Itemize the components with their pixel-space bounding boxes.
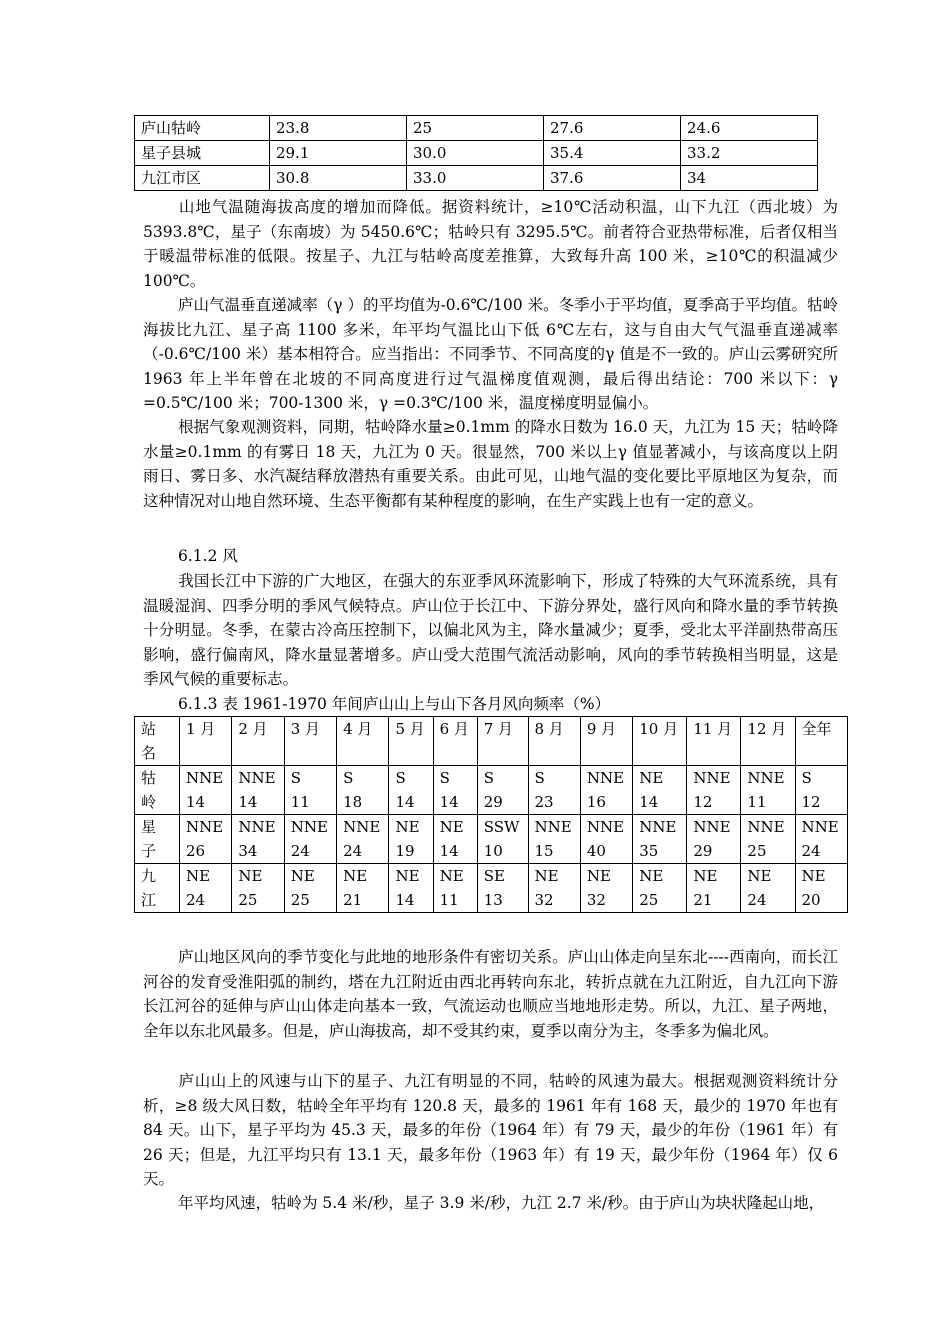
wind-frequency: 19 (395, 842, 415, 860)
wind-frequency: 20 (801, 891, 821, 909)
wind-frequency: 12 (801, 793, 821, 811)
paragraph-lapse-rate: 庐山气温垂直递减率（γ ）的平均值为-0.6℃/100 米。冬季小于平均值，夏季高于平均值。牯岭海拔比九江、星子高 1100 多米，年平均气温比山下低 6℃左右，这与自由大气气温垂直递减率（-0.6℃/100 米）基本相符合。应当指出：不同季节、不同高度的γ 值是不一致的。庐山云雾研究所 1963 年上半年曾在北坡的不同高度进行过气温梯度值观测，最后得出结论：700 米以下：γ =0.5℃/100 米；700-1300 米，γ =0.3℃/100 米，温度梯度明显偏小。 (143, 296, 838, 412)
value-cell: 27.6 (544, 116, 681, 141)
month-header-cell (477, 717, 528, 766)
value-cell: 23.8 (270, 116, 407, 141)
value-cell: 33.2 (681, 141, 818, 166)
paragraph-wind-speed: 年平均风速，牯岭为 5.4 米/秒，星子 3.9 米/秒，九江 2.7 米/秒。由于庐山为块状隆起山地， (178, 1194, 825, 1212)
wind-frequency: 40 (586, 842, 606, 860)
value-cell: 24.6 (681, 116, 818, 141)
month-label: 9 月 (586, 720, 617, 738)
wind-direction: S (395, 769, 406, 787)
wind-frequency: 14 (639, 793, 659, 811)
wind-cell (232, 766, 284, 815)
wind-frequency: 24 (801, 842, 821, 860)
wind-frequency: 14 (238, 793, 258, 811)
station-char: 牯 (141, 769, 157, 787)
wind-frequency: 14 (186, 793, 206, 811)
wind-frequency: 32 (586, 891, 606, 909)
wind-frequency: 14 (395, 793, 415, 811)
wind-direction: NNE (186, 818, 224, 836)
wind-direction: NNE (290, 818, 328, 836)
wind-cell (580, 766, 632, 815)
value-cell: 25 (407, 116, 544, 141)
station-char: 子 (141, 842, 157, 860)
table-header-row (135, 717, 848, 766)
wind-direction: NNE (238, 818, 276, 836)
wind-frequency: 11 (747, 793, 767, 811)
wind-frequency: 21 (343, 891, 363, 909)
station-cell (135, 766, 180, 815)
wind-direction: NE (395, 818, 420, 836)
table-row (135, 815, 848, 864)
table-caption: 6.1.3 表 1961-1970 年间庐山山上与山下各月风向频率（%） (178, 695, 611, 713)
wind-direction: NE (639, 769, 664, 787)
wind-cell (284, 864, 336, 913)
wind-frequency: 14 (439, 793, 459, 811)
wind-direction: NNE (238, 769, 276, 787)
month-label: 3 月 (290, 720, 321, 738)
header-char: 站 (141, 720, 157, 738)
wind-direction: NE (238, 867, 263, 885)
wind-cell (528, 815, 580, 864)
wind-direction: NNE (586, 769, 625, 787)
table-row (135, 766, 848, 815)
wind-direction: NE (343, 867, 368, 885)
temperature-table (134, 115, 818, 191)
month-header-cell (741, 717, 795, 766)
wind-direction: S (483, 769, 494, 787)
wind-direction: NNE (693, 818, 731, 836)
header-char: 名 (141, 744, 157, 762)
wind-direction: NNE (693, 769, 731, 787)
wind-frequency: 24 (343, 842, 363, 860)
station-header-cell (135, 717, 180, 766)
month-header-cell (180, 717, 232, 766)
wind-cell (389, 815, 433, 864)
wind-direction: NNE (801, 818, 839, 836)
wind-frequency: 11 (290, 793, 310, 811)
wind-cell (477, 815, 528, 864)
station-char: 岭 (141, 793, 157, 811)
wind-direction: NNE (534, 818, 572, 836)
month-label: 6 月 (439, 720, 469, 738)
month-label: 1 月 (186, 720, 216, 738)
table-row (135, 166, 818, 191)
month-header-cell (795, 717, 848, 766)
month-header-cell (433, 717, 477, 766)
wind-cell (795, 815, 848, 864)
wind-frequency: 29 (483, 793, 503, 811)
wind-cell (528, 766, 580, 815)
wind-direction: S (534, 769, 545, 787)
wind-frequency: 35 (639, 842, 659, 860)
month-label: 10 月 (639, 720, 679, 738)
paragraph-wind-terrain: 庐山地区风向的季节变化与此地的地形条件有密切关系。庐山山体走向呈东北----西南向，而长江河谷的发育受淮阳弧的制约，塔在九江附近由西北再转向东北，转折点就在九江附近，自九江向下游长江河谷的延伸与庐山山体走向基本一致，气流运动也顺应当地地形走势。所以，九江、星子两地，全年以东北风最多。但是，庐山海拔高，却不受其约束，夏季以南分为主，冬季多为偏北风。 (143, 948, 838, 1040)
month-label: 11 月 (693, 720, 733, 738)
wind-direction: S (290, 769, 301, 787)
value-cell: 30.8 (270, 166, 407, 191)
wind-cell (741, 864, 795, 913)
wind-frequency: 10 (483, 842, 503, 860)
month-label: 4 月 (343, 720, 373, 738)
table-row (135, 864, 848, 913)
wind-frequency: 18 (343, 793, 363, 811)
wind-direction: NE (693, 867, 718, 885)
wind-frequency: 25 (639, 891, 659, 909)
month-header-cell (528, 717, 580, 766)
wind-direction: SE (483, 867, 505, 885)
value-cell: 29.1 (270, 141, 407, 166)
wind-cell (389, 766, 433, 815)
wind-frequency: 25 (747, 842, 767, 860)
wind-frequency: 15 (534, 842, 554, 860)
wind-direction: SSW (483, 818, 520, 836)
wind-frequency: 34 (238, 842, 258, 860)
wind-direction: NE (290, 867, 315, 885)
wind-frequency: 11 (439, 891, 459, 909)
wind-cell (477, 864, 528, 913)
paragraph-monsoon: 我国长江中下游的广大地区，在强大的东亚季风环流影响下，形成了特殊的大气环流系统，具有温暖湿润、四季分明的季风气候特点。庐山位于长江中、下游分界处，盛行风向和降水量的季节转换十分明显。冬季，在蒙古冷高压控制下，以偏北风为主，降水量减少；夏季，受北太平洋副热带高压影响，盛行偏南风，降水量显著增多。庐山受大范围气流活动影响，风向的季节转换相当明显，这是季风气候的重要标志。 (143, 572, 838, 688)
wind-cell (633, 864, 687, 913)
month-label: 8 月 (534, 720, 564, 738)
wind-direction: S (343, 769, 354, 787)
wind-cell (433, 815, 477, 864)
wind-frequency: 21 (693, 891, 713, 909)
wind-frequency: 14 (395, 891, 415, 909)
wind-cell (741, 766, 795, 815)
table-row (135, 141, 818, 166)
wind-direction: NNE (747, 818, 785, 836)
wind-cell (433, 766, 477, 815)
wind-cell (337, 766, 389, 815)
wind-cell (633, 766, 687, 815)
station-cell: 庐山牯岭 (135, 116, 270, 141)
value-cell: 37.6 (544, 166, 681, 191)
wind-direction: NNE (186, 769, 224, 787)
wind-direction: NNE (586, 818, 625, 836)
wind-cell (528, 864, 580, 913)
value-cell: 30.0 (407, 141, 544, 166)
wind-frequency: 25 (290, 891, 310, 909)
month-header-cell (687, 717, 741, 766)
wind-direction: NE (801, 867, 826, 885)
paragraph-gale-days: 庐山山上的风速与山下的星子、九江有明显的不同，牯岭的风速为最大。根据观测资料统计分析，≥8 级大风日数，牯岭全年平均有 120.8 天，最多的 1961 年有 168 天，最少的 1970 年也有 84 天。山下，星子平均为 45.3 天，最多的年份（1964 年）有 79 天，最少的年份（1961 年）有 26 天；但是，九江平均只有 13.1 天，最多年份（1963 年）有 19 天，最少年份（1964 年）仅 6 天。 (143, 1072, 838, 1188)
wind-frequency: 13 (483, 891, 503, 909)
paragraph-precipitation-fog: 根据气象观测资料，同期，牯岭降水量≥0.1mm 的降水日数为 16.0 天，九江为 15 天；牯岭降水量≥0.1mm 的有雾日 18 天，九江为 0 天。很显然，700 米以上γ 值显著减小，与该高度以上阴雨日、雾日多、水汽凝结释放潜热有重要关系。由此可见，山地气温的变化要比平原地区为复杂，而这种情况对山地自然环境、生态平衡都有某种程度的影响，在生产实践上也有一定的意义。 (143, 418, 838, 510)
wind-cell (687, 766, 741, 815)
wind-direction-table (134, 716, 848, 913)
wind-frequency: 29 (693, 842, 713, 860)
wind-frequency: 12 (693, 793, 713, 811)
wind-direction: NE (586, 867, 611, 885)
wind-direction: NNE (639, 818, 677, 836)
paragraph-accumulated-temperature: 山地气温随海拔高度的增加而降低。据资料统计，≥10℃活动积温，山下九江（西北坡）为 5393.8℃，星子（东南坡）为 5450.6℃；牯岭只有 3295.5℃。前者符合亚热带标准，后者仅相当于暖温带标准的低限。按星子、九江与牯岭高度差推算，大致每升高 100 米，≥10℃的积温减少 100℃。 (143, 198, 838, 290)
wind-direction: NNE (343, 818, 381, 836)
month-header-cell (633, 717, 687, 766)
wind-frequency: 16 (586, 793, 606, 811)
station-cell: 星子县城 (135, 141, 270, 166)
wind-cell (795, 766, 848, 815)
wind-direction: NE (439, 867, 464, 885)
wind-frequency: 24 (186, 891, 206, 909)
wind-cell (580, 815, 632, 864)
wind-cell (687, 864, 741, 913)
wind-cell (741, 815, 795, 864)
station-cell: 九江市区 (135, 166, 270, 191)
wind-direction: NE (439, 818, 464, 836)
station-cell (135, 864, 180, 913)
wind-cell (580, 864, 632, 913)
wind-cell (284, 766, 336, 815)
wind-cell (180, 766, 232, 815)
month-header-cell (284, 717, 336, 766)
wind-direction: NE (186, 867, 211, 885)
wind-cell (687, 815, 741, 864)
wind-direction: NNE (747, 769, 785, 787)
wind-cell (232, 815, 284, 864)
station-char: 星 (141, 818, 157, 836)
section-heading-wind: 6.1.2 风 (178, 547, 238, 565)
month-header-cell (580, 717, 632, 766)
value-cell: 34 (681, 166, 818, 191)
wind-direction: NE (639, 867, 664, 885)
month-label: 2 月 (238, 720, 268, 738)
wind-cell (180, 815, 232, 864)
wind-cell (284, 815, 336, 864)
wind-cell (180, 864, 232, 913)
wind-direction: S (439, 769, 450, 787)
month-header-cell (389, 717, 433, 766)
wind-direction: NE (747, 867, 772, 885)
station-char: 江 (141, 891, 157, 909)
wind-cell (337, 815, 389, 864)
month-header-cell (232, 717, 284, 766)
month-label: 全年 (801, 720, 832, 738)
table-row (135, 116, 818, 141)
wind-cell (337, 864, 389, 913)
station-cell (135, 815, 180, 864)
wind-cell (433, 864, 477, 913)
month-header-cell (337, 717, 389, 766)
wind-frequency: 25 (238, 891, 258, 909)
wind-frequency: 24 (290, 842, 310, 860)
wind-frequency: 32 (534, 891, 554, 909)
month-label: 7 月 (483, 720, 513, 738)
wind-frequency: 24 (747, 891, 767, 909)
wind-cell (389, 864, 433, 913)
station-char: 九 (141, 867, 157, 885)
wind-frequency: 14 (439, 842, 459, 860)
wind-cell (795, 864, 848, 913)
wind-direction: NE (395, 867, 420, 885)
wind-direction: S (801, 769, 812, 787)
month-label: 5 月 (395, 720, 425, 738)
month-label: 12 月 (747, 720, 787, 738)
wind-cell (232, 864, 284, 913)
value-cell: 33.0 (407, 166, 544, 191)
wind-direction: NE (534, 867, 559, 885)
wind-cell (633, 815, 687, 864)
wind-frequency: 23 (534, 793, 554, 811)
wind-cell (477, 766, 528, 815)
wind-frequency: 26 (186, 842, 206, 860)
value-cell: 35.4 (544, 141, 681, 166)
